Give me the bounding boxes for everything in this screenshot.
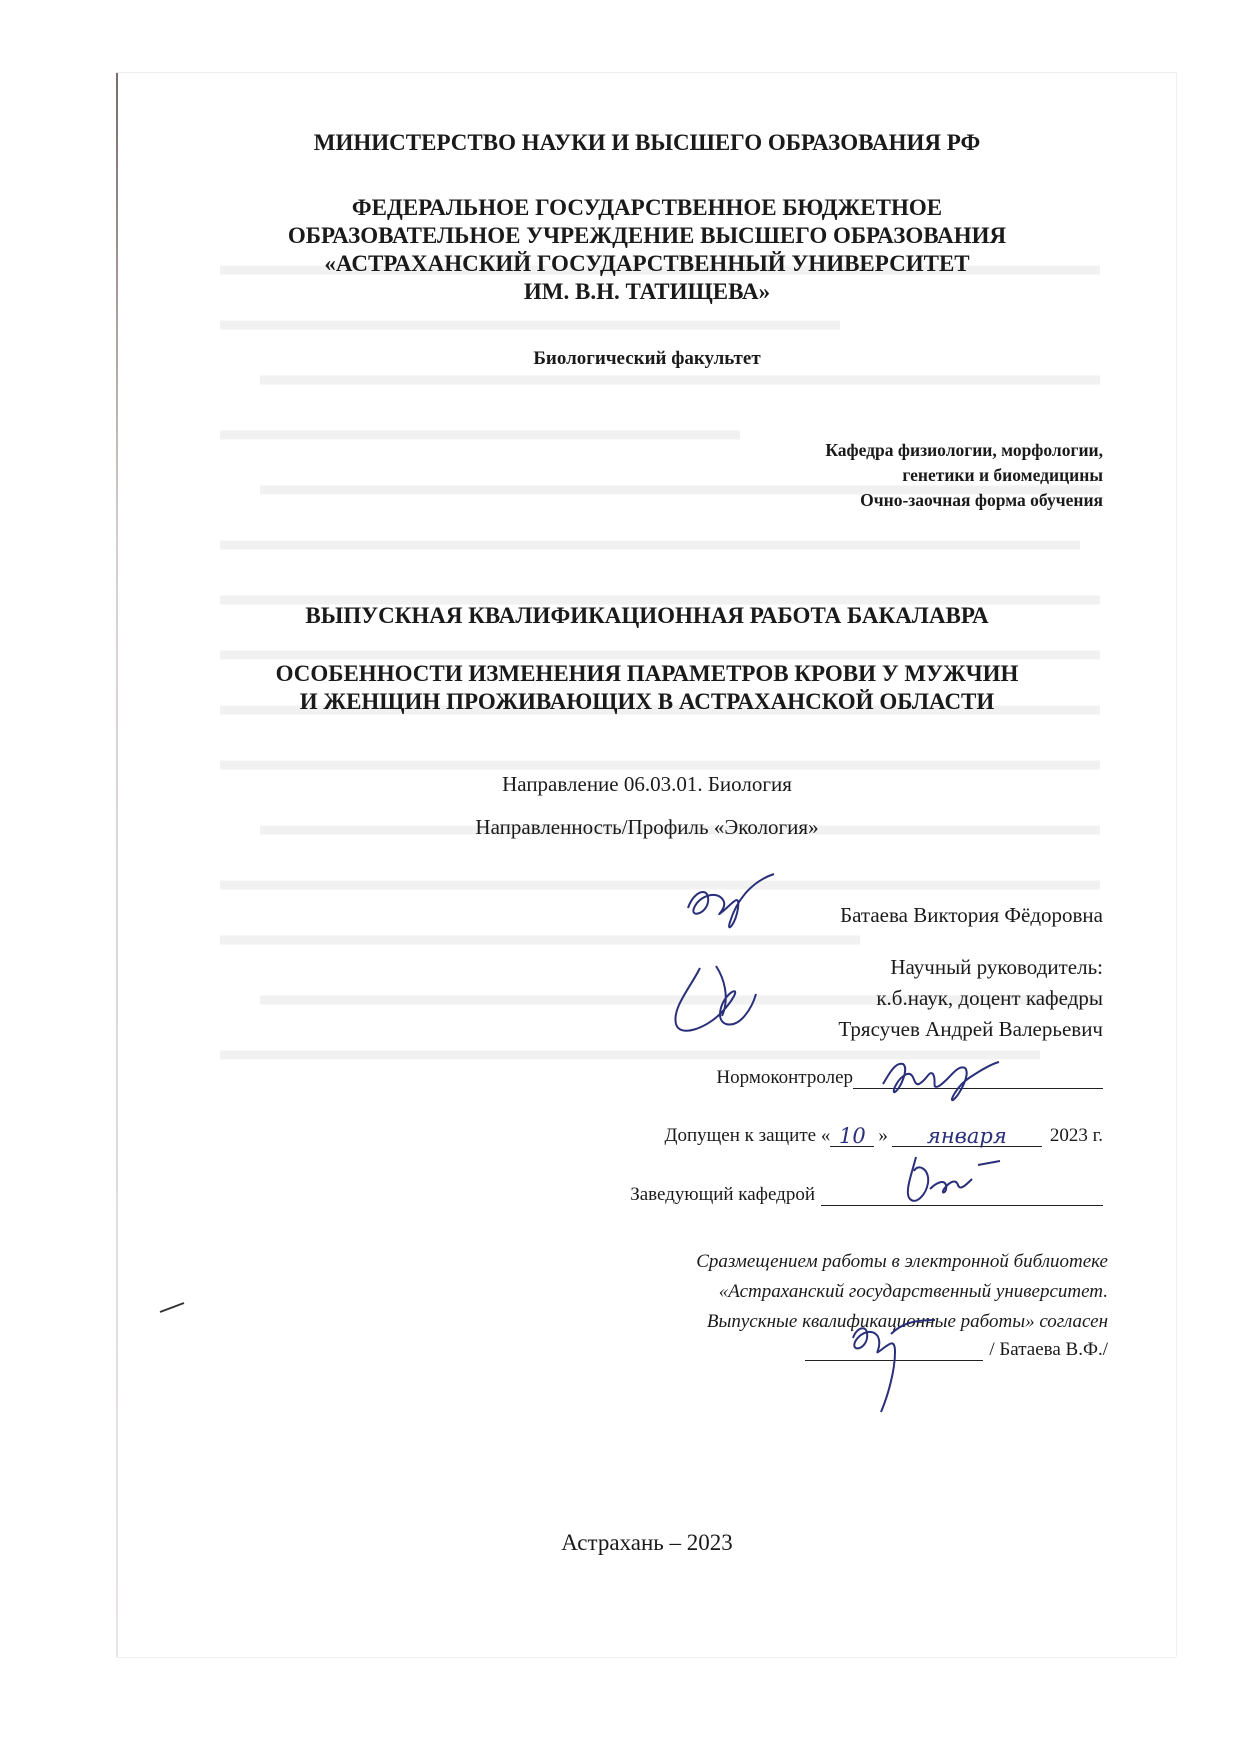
department-block <box>825 438 1103 513</box>
study-direction: Направление 06.03.01. Биология <box>502 772 792 796</box>
consent-signature-line <box>805 1338 983 1361</box>
consent-line: Выпускные квалификационные работы» согласен <box>706 1311 1108 1332</box>
stray-pen-mark <box>158 1300 188 1314</box>
admitted-label: Допущен к защите « <box>664 1125 831 1146</box>
work-title <box>118 660 1176 716</box>
admitted-to-defense-field <box>665 1124 1103 1147</box>
head-signature <box>896 1149 1006 1209</box>
city-year: Астрахань – 2023 <box>561 1530 733 1555</box>
consent-signature <box>839 1308 939 1418</box>
consent-signature-field <box>805 1338 1108 1361</box>
department-line: генетики и биомедицины <box>902 465 1103 485</box>
page-edge-top <box>116 72 1176 73</box>
supervisor-label: Научный руководитель: <box>890 955 1103 979</box>
work-type-heading: ВЫПУСКНАЯ КВАЛИФИКАЦИОННАЯ РАБОТА БАКАЛАВРА <box>305 603 989 628</box>
admitted-day: 10 <box>838 1124 866 1148</box>
page-edge-bottom <box>116 1657 1176 1658</box>
department-line: Кафедра физиологии, морфологии, <box>825 440 1103 460</box>
university-line: ФЕДЕРАЛЬНОЕ ГОСУДАРСТВЕННОЕ БЮДЖЕТНОЕ <box>351 195 943 220</box>
faculty-heading: Биологический факультет <box>533 348 761 369</box>
university-line: ОБРАЗОВАТЕЛЬНОЕ УЧРЕЖДЕНИЕ ВЫСШЕГО ОБРАЗОВАНИЯ <box>287 223 1007 248</box>
supervisor-signature <box>660 958 770 1048</box>
head-signature-line <box>821 1183 1103 1206</box>
consent-signer: / Батаева В.Ф./ <box>989 1339 1108 1360</box>
head-of-department-field <box>630 1183 1103 1206</box>
normcontrol-signature <box>873 1044 1003 1104</box>
ministry-heading: МИНИСТЕРСТВО НАУКИ И ВЫСШЕГО ОБРАЗОВАНИЯ РФ <box>313 130 981 155</box>
admitted-quote: » <box>878 1125 888 1146</box>
study-form: Очно-заочная форма обучения <box>860 490 1103 510</box>
study-profile: Направленность/Профиль «Экология» <box>475 815 819 839</box>
admitted-day-line <box>830 1124 874 1147</box>
university-line: ИМ. В.Н. ТАТИЩЕВА» <box>523 279 771 304</box>
page-edge-left <box>116 72 118 1657</box>
normcontrol-signature-line <box>853 1066 1103 1089</box>
supervisor-name: Трясучев Андрей Валерьевич <box>838 1017 1103 1041</box>
normcontrol-field <box>716 1066 1103 1089</box>
normcontrol-label: Нормоконтролер <box>716 1067 853 1088</box>
student-name: Батаева Виктория Фёдоровна <box>840 903 1103 927</box>
consent-line: «Астраханский государственный университет. <box>718 1281 1108 1302</box>
university-heading <box>118 194 1176 306</box>
admitted-year: 2023 г. <box>1049 1125 1103 1146</box>
supervisor-block <box>838 952 1103 1045</box>
university-line: «АСТРАХАНСКИЙ ГОСУДАРСТВЕННЫЙ УНИВЕРСИТЕТ <box>324 251 970 276</box>
admitted-month-line <box>892 1124 1042 1147</box>
work-title-line: ОСОБЕННОСТИ ИЗМЕНЕНИЯ ПАРАМЕТРОВ КРОВИ У МУЖЧИН <box>275 661 1019 686</box>
page-edge-right <box>1176 72 1177 1657</box>
student-signature <box>680 868 780 938</box>
admitted-month: января <box>926 1124 1007 1148</box>
supervisor-degree: к.б.наук, доцент кафедры <box>876 986 1103 1010</box>
work-title-line: И ЖЕНЩИН ПРОЖИВАЮЩИХ В АСТРАХАНСКОЙ ОБЛАСТИ <box>299 689 995 714</box>
consent-line: Сразмещением работы в электронной библиотеке <box>696 1251 1108 1272</box>
head-label: Заведующий кафедрой <box>630 1184 815 1205</box>
